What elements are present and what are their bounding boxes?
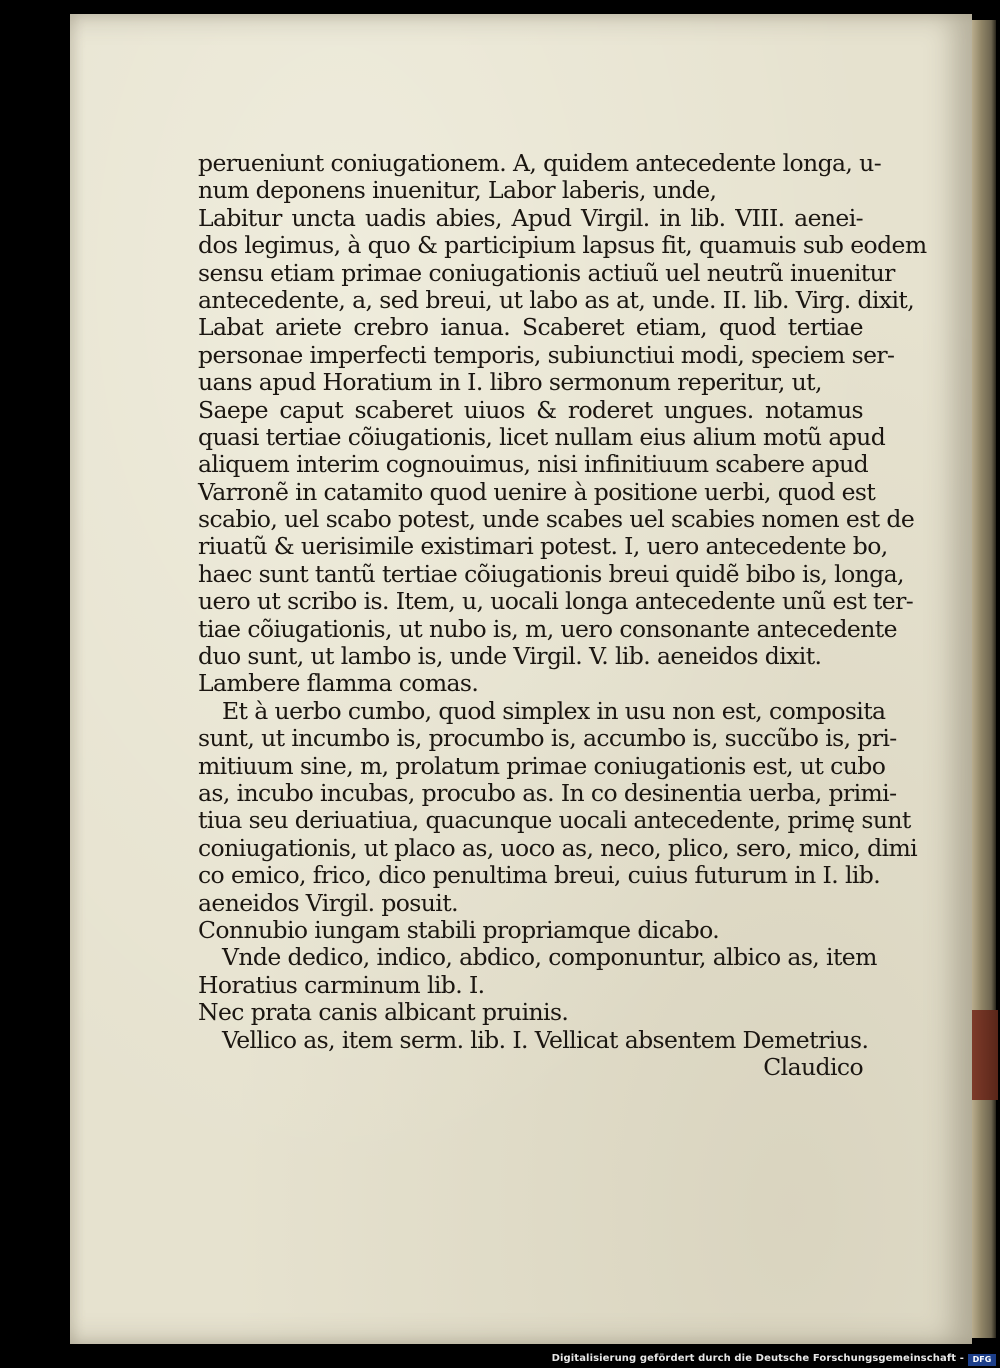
text-line: Labat ariete crebro ianua. Scaberet etiam, quod tertiae xyxy=(198,313,863,342)
binding-band xyxy=(972,1010,998,1100)
text-line: Claudico xyxy=(763,1052,863,1081)
text-line: tiae cõiugationis, ut nubo is, m, uero consonante antecedente xyxy=(198,614,897,643)
text-line: Varronẽ in catamito quod uenire à positione uerbi, quod est xyxy=(198,477,876,506)
text-line: haec sunt tantũ tertiae cõiugationis breui quidẽ bibo is, longa, xyxy=(198,559,904,588)
text-line: Connubio iungam stabili propriamque dicabo. xyxy=(198,915,720,944)
text-line: Nec prata canis albicant pruinis. xyxy=(198,998,569,1027)
text-line: co emico, frico, dico penultima breui, cuius futurum in I. lib. xyxy=(198,861,881,890)
text-line: sunt, ut incumbo is, procumbo is, accumbo is, succũbo is, pri- xyxy=(198,724,897,753)
text-line: as, incubo incubas, procubo as. In co desinentia uerba, primi- xyxy=(198,778,897,807)
text-line: Labitur uncta uadis abies, Apud Virgil. in lib. VIII. aenei- xyxy=(198,203,863,232)
text-line: uero ut scribo is. Item, u, uocali longa antecedente unũ est ter- xyxy=(198,587,914,616)
text-line: num deponens inuenitur, Labor laberis, unde, xyxy=(198,176,717,205)
dfg-logo: DFG xyxy=(968,1354,996,1366)
text-line: mitiuum sine, m, prolatum primae coniugationis est, ut cubo xyxy=(198,751,886,780)
text-line: Saepe caput scaberet uiuos & roderet ungues. notamus xyxy=(198,395,863,424)
text-line: Lambere flamma comas. xyxy=(198,669,479,698)
funding-notice: Digitalisierung gefördert durch die Deutsche Forschungsgemeinschaft - xyxy=(551,1353,964,1364)
text-line: Horatius carminum lib. I. xyxy=(198,970,485,999)
footer-bar xyxy=(0,1352,1000,1368)
text-line: uans apud Horatium in I. libro sermonum reperitur, ut, xyxy=(198,368,822,397)
text-line: scabio, uel scabo potest, unde scabes uel scabies nomen est de xyxy=(198,505,915,534)
text-line: antecedente, a, sed breui, ut labo as at, unde. II. lib. Virg. dixit, xyxy=(198,285,915,314)
text-line: coniugationis, ut placo as, uoco as, neco, plico, sero, mico, dimi xyxy=(198,833,918,862)
page-text xyxy=(198,150,938,1081)
text-line: Et à uerbo cumbo, quod simplex in usu non est, composita xyxy=(222,696,886,725)
text-line: perueniunt coniugationem. A, quidem antecedente longa, u- xyxy=(198,149,882,177)
text-line: duo sunt, ut lambo is, unde Virgil. V. lib. aeneidos dixit. xyxy=(198,642,822,671)
text-line: Vnde dedico, indico, abdico, componuntur, albico as, item xyxy=(222,943,877,972)
text-line: aeneidos Virgil. posuit. xyxy=(198,888,458,917)
text-line: aliquem interim cognouimus, nisi infinitiuum scabere apud xyxy=(198,450,869,479)
text-line: personae imperfecti temporis, subiunctiui modi, speciem ser- xyxy=(198,340,895,369)
text-line: dos legimus, à quo & participium lapsus fit, quamuis sub eodem xyxy=(198,231,927,260)
page-edge xyxy=(972,20,996,1338)
text-line: quasi tertiae cõiugationis, licet nullam eius alium motũ apud xyxy=(198,422,886,451)
text-line: riuatũ & uerisimile existimari potest. I, uero antecedente bo, xyxy=(198,532,888,561)
text-line: tiua seu deriuatiua, quacunque uocali antecedente, primę sunt xyxy=(198,806,911,835)
text-line: sensu etiam primae coniugationis actiuũ uel neutrũ inuenitur xyxy=(198,258,895,287)
text-line: Vellico as, item serm. lib. I. Vellicat absentem Demetrius. xyxy=(222,1025,869,1054)
